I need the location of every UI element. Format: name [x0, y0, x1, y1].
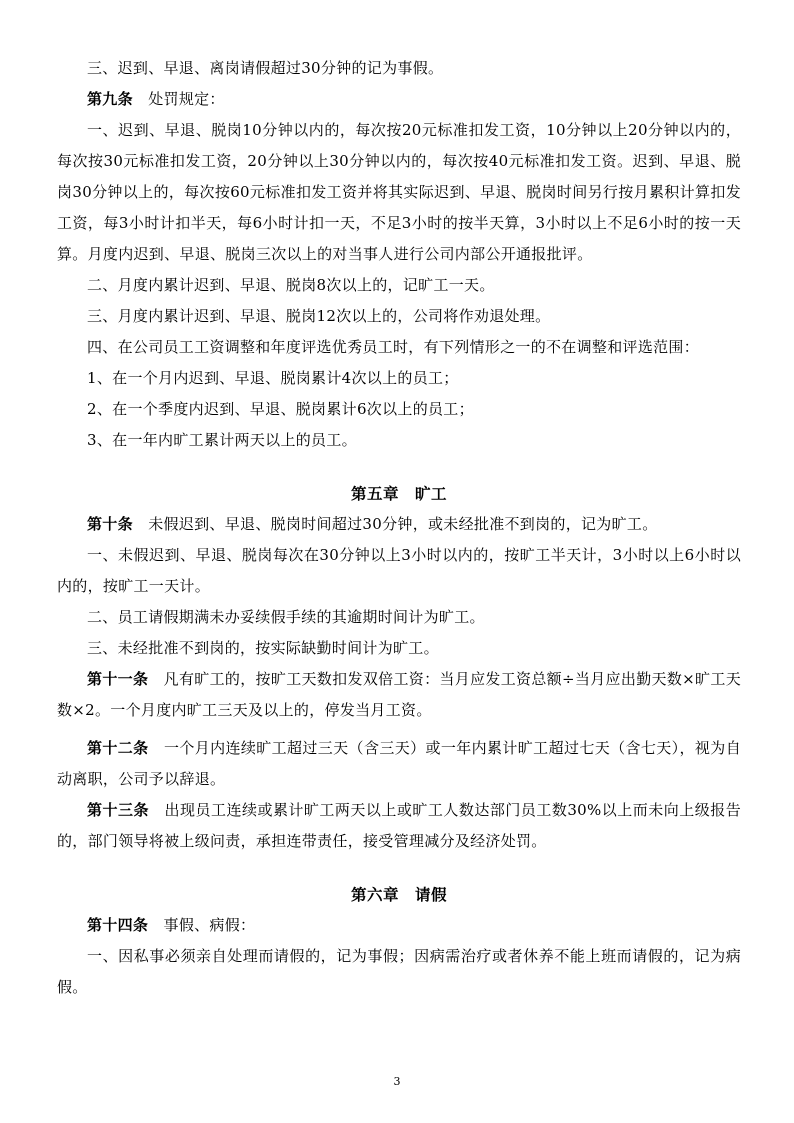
- paragraph: 二、月度内累计迟到、早退、脱岗8次以上的，记旷工一天。: [87, 276, 495, 294]
- paragraph: 一、迟到、早退、脱岗10分钟以内的，每次按20元标准扣发工资，10分钟以上20分钟以内的，每次按30元标准扣发工资，20分钟以上30分钟以内的，每次按40元标准扣发工资。迟到、早退、脱岗30分钟以上的，每次按60元标准扣发工资并将其实际迟到、早退、脱岗时间另行按月累积计算扣发工资，每3小时计扣半天，每6小时计扣一天，不足3小时的按半天算，3小时以上不足6小时的按一天算。月度内迟到、早退、脱岗三次以上的对当事人进行公司内部公开通报批评。: [57, 121, 741, 263]
- paragraph: 二、员工请假期满未办妥续假手续的其逾期时间计为旷工。: [87, 608, 485, 626]
- chapter-heading: 第六章 请假: [350, 885, 447, 904]
- paragraph: 一、因私事必须亲自处理而请假的，记为事假；因病需治疗或者休养不能上班而请假的，记为病假。: [57, 947, 741, 996]
- page-number: 3: [393, 1075, 401, 1088]
- article-paragraph: 第十一条 凡有旷工的，按旷工天数扣发双倍工资：当月应发工资总额÷当月应出勤天数×旷工天数×2。一个月度内旷工三天及以上的，停发当月工资。: [57, 670, 741, 719]
- article-paragraph: 第十条 未假迟到、早退、脱岗时间超过30分钟，或未经批准不到岗的，记为旷工。: [87, 515, 658, 533]
- paragraph: 三、未经批准不到岗的，按实际缺勤时间计为旷工。: [87, 639, 439, 657]
- paragraph: 四、在公司员工工资调整和年度评选优秀员工时，有下列情形之一的不在调整和评选范围：: [87, 338, 700, 356]
- article-number: 第十四条: [87, 916, 149, 934]
- article-paragraph: 第十二条 一个月内连续旷工超过三天（含三天）或一年内累计旷工超过七天（含七天），视为自动离职，公司予以辞退。: [57, 739, 741, 788]
- list-item: 3、在一年内旷工累计两天以上的员工。: [87, 431, 357, 449]
- list-item: 1、在一个月内迟到、早退、脱岗累计4次以上的员工；: [87, 369, 459, 387]
- article-number: 第九条: [87, 90, 133, 108]
- list-item: 2、在一个季度内迟到、早退、脱岗累计6次以上的员工；: [87, 400, 474, 418]
- article-number: 第十条: [87, 515, 133, 533]
- article-paragraph: 第九条 处罚规定：: [87, 90, 225, 108]
- document-body: [57, 53, 741, 1003]
- article-number: 第十二条: [87, 739, 149, 757]
- article-number: 第十一条: [87, 670, 149, 688]
- chapter-heading: 第五章 旷工: [350, 484, 447, 503]
- article-paragraph: 第十四条 事假、病假：: [87, 916, 256, 934]
- paragraph: 三、月度内累计迟到、早退、脱岗12次以上的，公司将作劝退处理。: [87, 307, 551, 325]
- article-number: 第十三条: [87, 801, 149, 819]
- paragraph: 三、迟到、早退、离岗请假超过30分钟的记为事假。: [87, 59, 444, 77]
- article-paragraph: 第十三条 出现员工连续或累计旷工两天以上或旷工人数达部门员工数30%以上而未向上级报告的，部门领导将被上级问责，承担连带责任，接受管理减分及经济处罚。: [57, 801, 741, 850]
- paragraph: 一、未假迟到、早退、脱岗每次在30分钟以上3小时以内的，按旷工半天计，3小时以上6小时以内的，按旷工一天计。: [57, 546, 741, 595]
